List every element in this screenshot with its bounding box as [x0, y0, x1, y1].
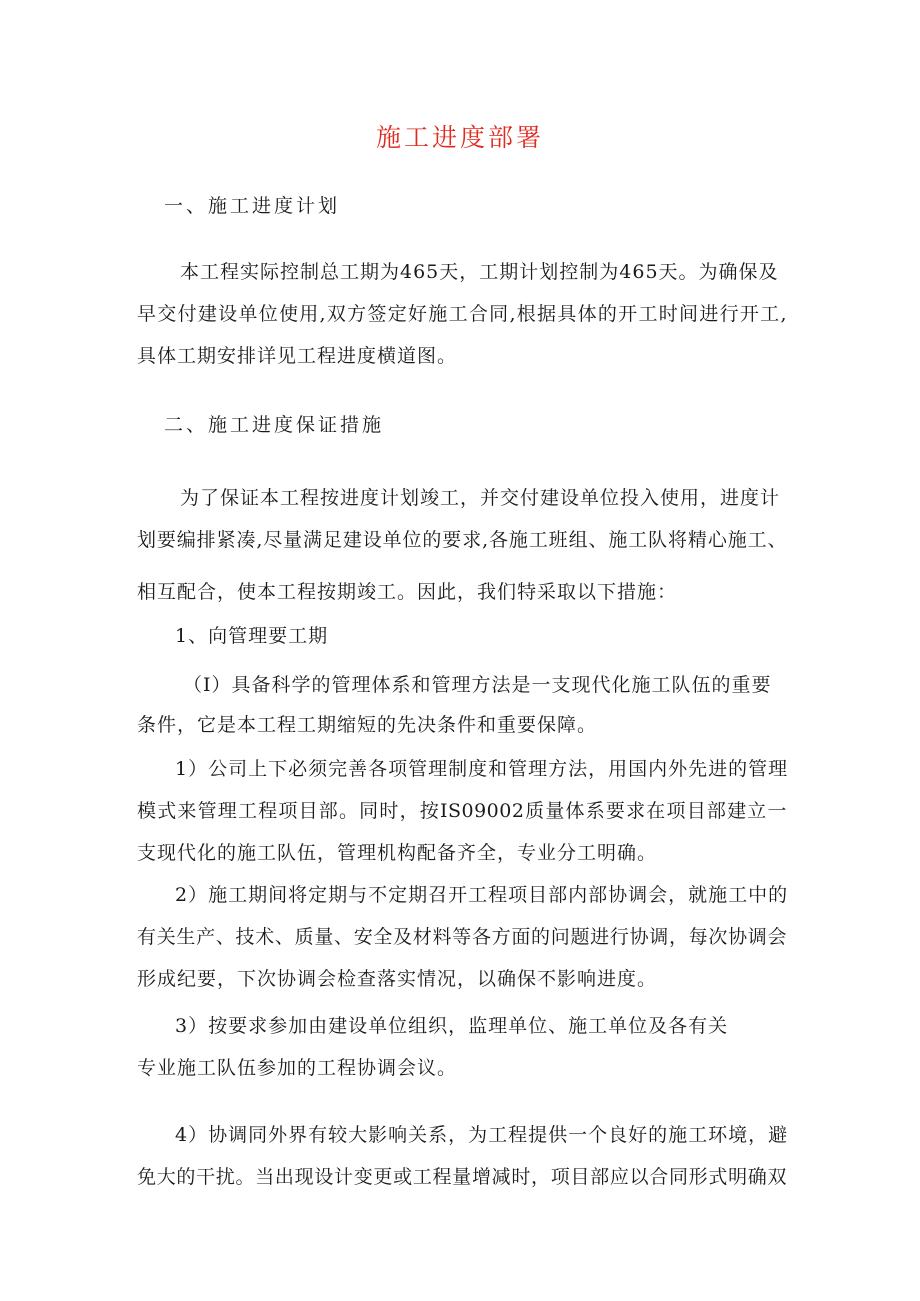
point-1-line-2: 模式来管理工程项目部。同时，按IS09002质量体系要求在项目部建立一	[137, 800, 787, 822]
point-1-line-3: 支现代化的施工队伍，管理机构配备齐全，专业分工明确。	[137, 842, 658, 864]
section-2-intro-line-1: 为了保证本工程按进度计划竣工，并交付建设单位投入使用，进度计	[180, 487, 781, 509]
section-1-para-line-2: 早交付建设单位使用,双方签定好施工合同,根据具体的开工时间进行开工,	[137, 303, 787, 325]
section-2-intro-line-3: 相互配合，使本工程按期竣工。因此，我们特采取以下措施：	[137, 581, 678, 603]
point-2-line-1: 2）施工期间将定期与不定期召开工程项目部内部协调会，就施工中的	[175, 884, 789, 906]
item-1-heading: 1、向管理要工期	[175, 625, 329, 647]
document-title: 施工进度部署	[375, 123, 544, 152]
sub-1-line-2: 条件，它是本工程工期缩短的先决条件和重要保障。	[137, 714, 598, 736]
point-4-line-1: 4）协调同外界有较大影响关系，为工程提供一个良好的施工环境，避	[175, 1124, 789, 1146]
section-2-heading: 二、施工进度保证措施	[164, 414, 385, 436]
section-1-heading: 一、施工进度计划	[164, 195, 341, 217]
point-2-line-2: 有关生产、技术、质量、安全及材料等各方面的问题进行协调，每次协调会	[137, 926, 787, 948]
point-3-line-1: 3）按要求参加由建设单位组织，监理单位、施工单位及各有关	[175, 1015, 729, 1037]
point-2-line-3: 形成纪要，下次协调会检查落实情况，以确保不影响进度。	[137, 968, 658, 990]
section-1-para-line-1: 本工程实际控制总工期为465天，工期计划控制为465天。为确保及	[180, 261, 779, 283]
section-1-para-line-3: 具体工期安排详见工程进度横道图。	[137, 345, 458, 367]
point-1-line-1: 1）公司上下必须完善各项管理制度和管理方法，用国内外先进的管理	[175, 758, 789, 780]
point-3-line-2: 专业施工队伍参加的工程协调会议。	[137, 1057, 458, 1079]
sub-1-line-1: （I）具备科学的管理体系和管理方法是一支现代化施工队伍的重要	[183, 674, 772, 696]
point-4-line-2: 免大的干扰。当出现设计变更或工程量增减时，项目部应以合同形式明确双	[137, 1166, 787, 1188]
section-2-intro-line-2: 划要编排紧凑,尽量满足建设单位的要求,各施工班组、施工队将精心施工、	[137, 529, 787, 551]
